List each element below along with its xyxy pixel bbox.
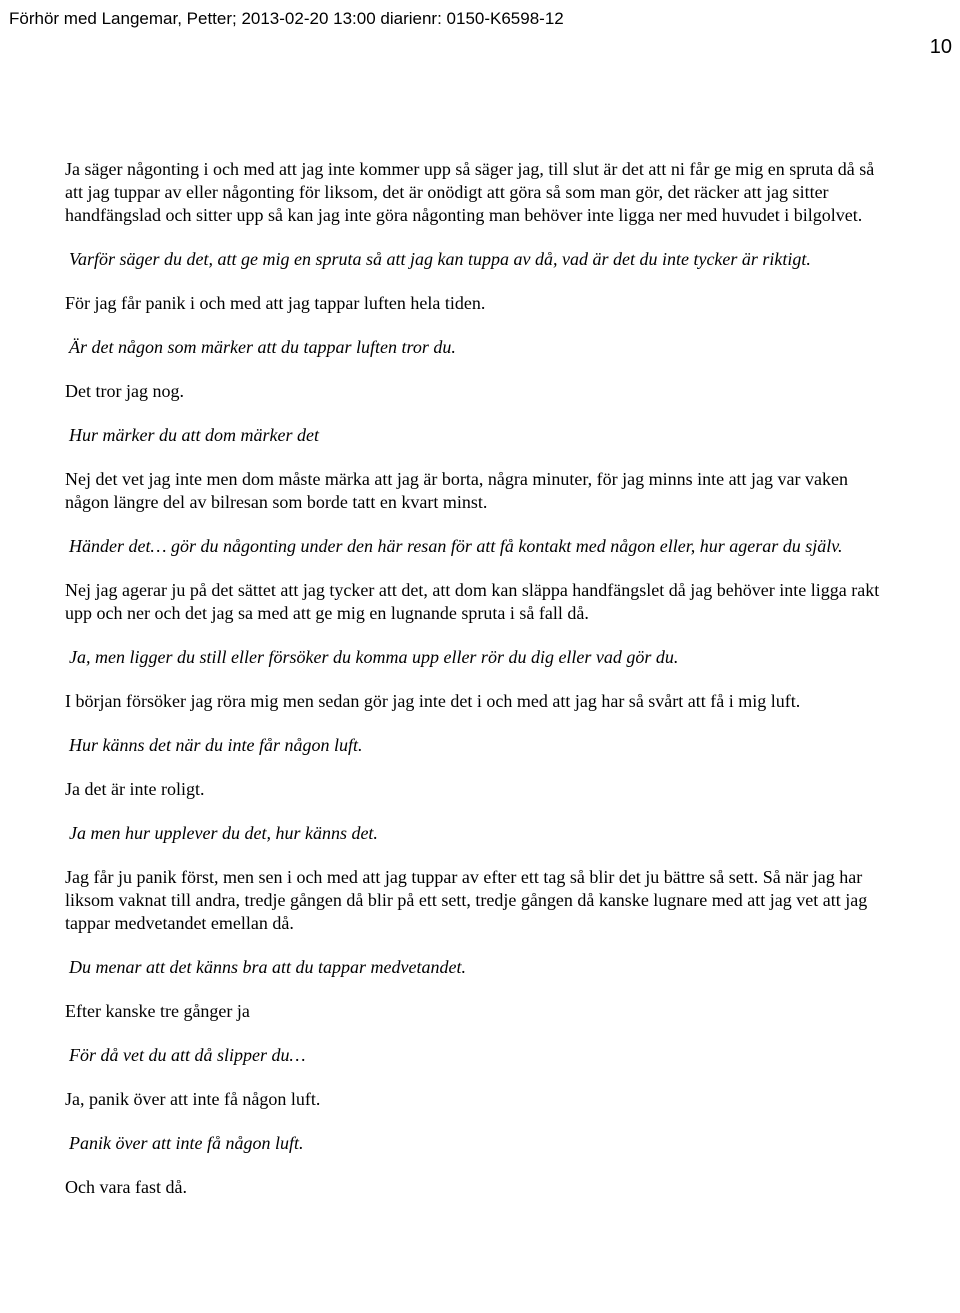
answer-paragraph: Och vara fast då. bbox=[65, 1177, 187, 1197]
answer-paragraph: Det tror jag nog. bbox=[65, 381, 184, 401]
question-paragraph: Ja men hur upplever du det, hur känns det. bbox=[69, 823, 378, 843]
answer-paragraph: Ja det är inte roligt. bbox=[65, 779, 205, 799]
answer-paragraph: För jag får panik i och med att jag tappar luften hela tiden. bbox=[65, 293, 486, 313]
question-paragraph: Händer det… gör du någonting under den här resan för att få kontakt med någon eller, hur agerar du själv. bbox=[69, 536, 843, 556]
question-paragraph: För då vet du att då slipper du… bbox=[69, 1045, 306, 1065]
question-paragraph: Ja, men ligger du still eller försöker du komma upp eller rör du dig eller vad gör du. bbox=[69, 647, 679, 667]
question-paragraph: Är det någon som märker att du tappar luften tror du. bbox=[69, 337, 456, 357]
question-paragraph: Panik över att inte få någon luft. bbox=[69, 1133, 304, 1153]
answer-paragraph: Nej jag agerar ju på det sättet att jag tycker att det, att dom kan släppa handfängslet då jag behöver inte ligga rakt upp och ner och det jag sa med att ge mig en lugnande spruta i så fall då. bbox=[65, 580, 880, 623]
page-number: 10 bbox=[929, 36, 952, 58]
document-header: Förhör med Langemar, Petter; 2013-02-20 13:00 diarienr: 0150-K6598-12 bbox=[9, 9, 564, 28]
answer-paragraph: Efter kanske tre gånger ja bbox=[65, 1001, 250, 1021]
question-paragraph: Varför säger du det, att ge mig en spruta så att jag kan tuppa av då, vad är det du inte tycker är riktigt. bbox=[69, 249, 811, 269]
answer-paragraph: Nej det vet jag inte men dom måste märka att jag är borta, några minuter, för jag minns inte att jag var vaken någon längre del av bilresan som borde tatt en kvart minst. bbox=[65, 469, 849, 512]
answer-paragraph: Ja, panik över att inte få någon luft. bbox=[65, 1089, 321, 1109]
question-paragraph: Hur känns det när du inte får någon luft. bbox=[69, 735, 363, 755]
answer-paragraph: Ja säger någonting i och med att jag inte kommer upp så säger jag, till slut är det att ni får ge mig en spruta då så att jag tuppar av eller någonting för liksom, det är onödigt att göra så som man gör, det räcker att jag sitter handfängslad och sitter upp så kan jag inte göra någonting man behöver inte ligga ner med huvudet i bilgolvet. bbox=[65, 159, 875, 225]
question-paragraph: Hur märker du att dom märker det bbox=[69, 425, 319, 445]
answer-paragraph: I början försöker jag röra mig men sedan gör jag inte det i och med att jag har så svårt att få i mig luft. bbox=[65, 691, 801, 711]
answer-paragraph: Jag får ju panik först, men sen i och med att jag tuppar av efter ett tag så blir det ju bättre så sett. Så när jag har liksom vaknat till andra, tredje gången då blir på ett sett, tredje gången då kanske lugnare med att jag vet att jag tappar medvetandet emellan då. bbox=[65, 867, 868, 933]
transcript-body bbox=[65, 158, 880, 1220]
question-paragraph: Du menar att det känns bra att du tappar medvetandet. bbox=[69, 957, 466, 977]
